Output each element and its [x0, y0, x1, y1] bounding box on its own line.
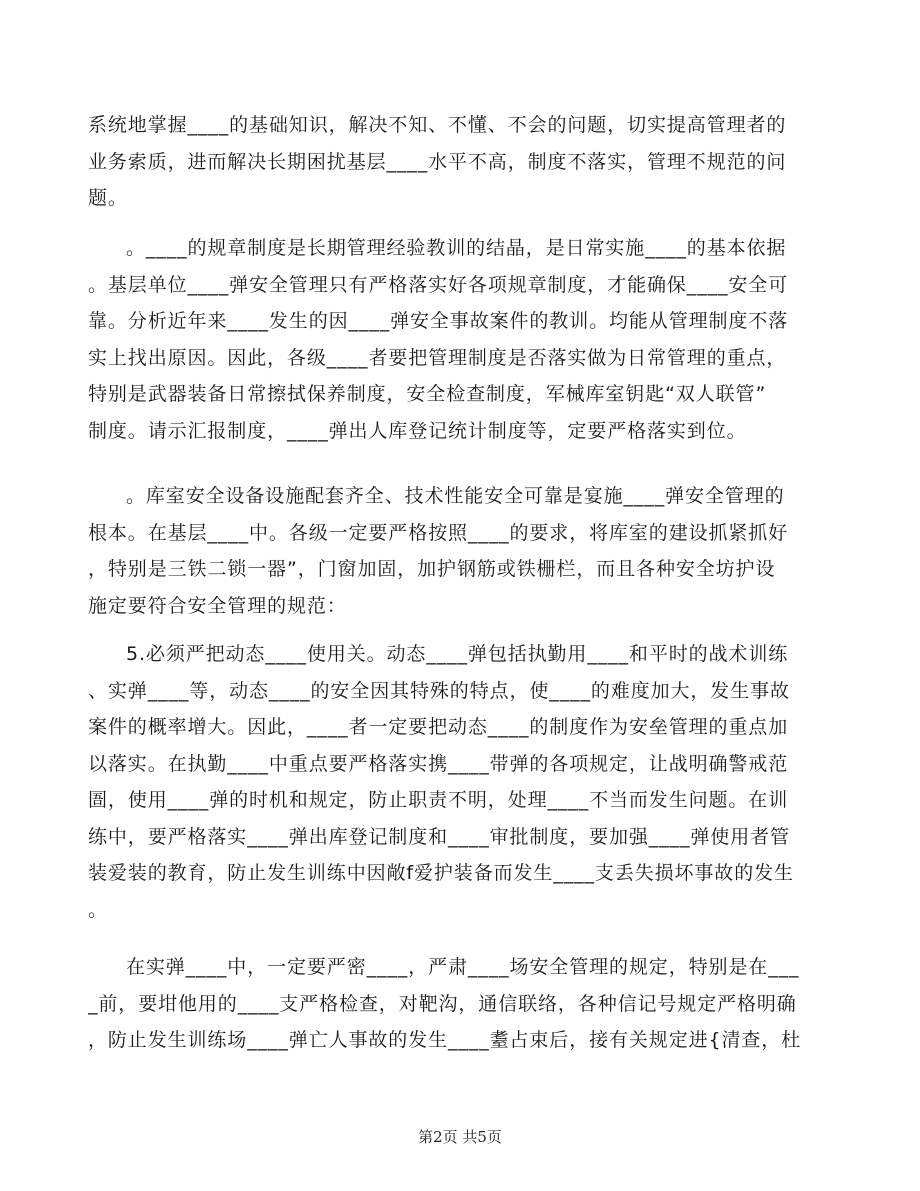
paragraph-line: 装爱装的教育，防止发生训练中因敞f爱护装备而发生____支丢失损坏事故的发生 [88, 862, 794, 884]
paragraph-line: _前，要坩他用的____支严格检查，对靶沟，通信联络，各种信记号规定严格明确 [88, 992, 797, 1015]
paragraph-line: 根本。在基层____中。各级一定要严格按照____的要求，将库室的建设抓紧抓好 [88, 521, 789, 544]
paragraph-line: 5.必须严把动态____使用关。动态____弹包括执勤用____和平时的战术训练 [126, 643, 789, 665]
paragraph-line: 。____的规章制度是长期管理经验教训的结晶，是日常实施____的基本依据 [126, 237, 787, 259]
paragraph-line: 施定要符合安全管理的规范： [88, 594, 347, 617]
paragraph-line: 练中，要严格落实____弹出库登记制度和____审批制度，要加强____弹使用者管 [88, 825, 790, 848]
paragraph-2 [88, 230, 832, 449]
paragraph-line: 实上找出原因。因此，各级____者要把管理制度是否落实做为日常管理的重点， [88, 346, 787, 369]
paragraph-line: 系统地掌握____的基础知识，解决不知、不懂、不会的问题，切实提高管理者的 [88, 114, 787, 136]
paragraph-line: 题。 [88, 187, 128, 209]
paragraph-line: 。基层单位____弹安全管理只有严格落实好各项规章制度，才能确保____安全可 [88, 273, 789, 296]
paragraph-3 [88, 478, 832, 624]
paragraph-line: 靠。分析近年来____发生的因____弹安全事故案件的教训。均能从管理制度不落 [88, 310, 789, 332]
paragraph-line: 。库室安全设备设施配套齐全、技术性能安全可靠是宴施____弹安全管理的 [126, 485, 785, 507]
paragraph-line: 案件的概率增大。因此，____者一定要把动态____的制度作为安垒管理的重点加 [88, 716, 789, 738]
paragraph-4 [88, 636, 832, 928]
paragraph-line: 以落实。在执勤____中重点要严格落实携____带弹的各项规定，让战明确警戒范 [88, 752, 789, 775]
paragraph-line: 圄，使用____弹的时机和规定，防止职责不明，处理____不当而发生问题。在训 [88, 789, 789, 811]
paragraph-line: ，防止发生训练场____弹亡人事故的发生____耋占束后，接有关规定进{清查，杜 [88, 1029, 802, 1051]
paragraph-5 [88, 949, 832, 1059]
paragraph-line: 特别是武器装备日常擦拭保养制度，安全检查制度，军械库室钥匙“双人联管” [88, 383, 767, 405]
paragraph-line: 制度。请示汇报制度，____弹出人库登记统计制度等，定要严格落实到位。 [88, 419, 747, 442]
paragraph-line: 在实弹____中，一定要严密____，严肃____场安全管理的规定，特别是在___ [126, 956, 800, 978]
paragraph-line: 。 [88, 898, 108, 921]
page-number: 第2页 共5页 [418, 1128, 502, 1146]
paragraph-line: ，特别是三铁二锁一器”，门窗加固，加护钢筋或铁栅栏，而且各种安全坊护设 [88, 558, 776, 580]
paragraph-1 [88, 107, 832, 217]
paragraph-line: 、实弹____等，动态____的安全因其特殊的特点，使____的难度加大，发生事故 [88, 679, 790, 702]
paragraph-line: 业务索质，进而解决长期困扰基层____水平不高，制度不落实，管理不规范的问 [88, 150, 787, 173]
